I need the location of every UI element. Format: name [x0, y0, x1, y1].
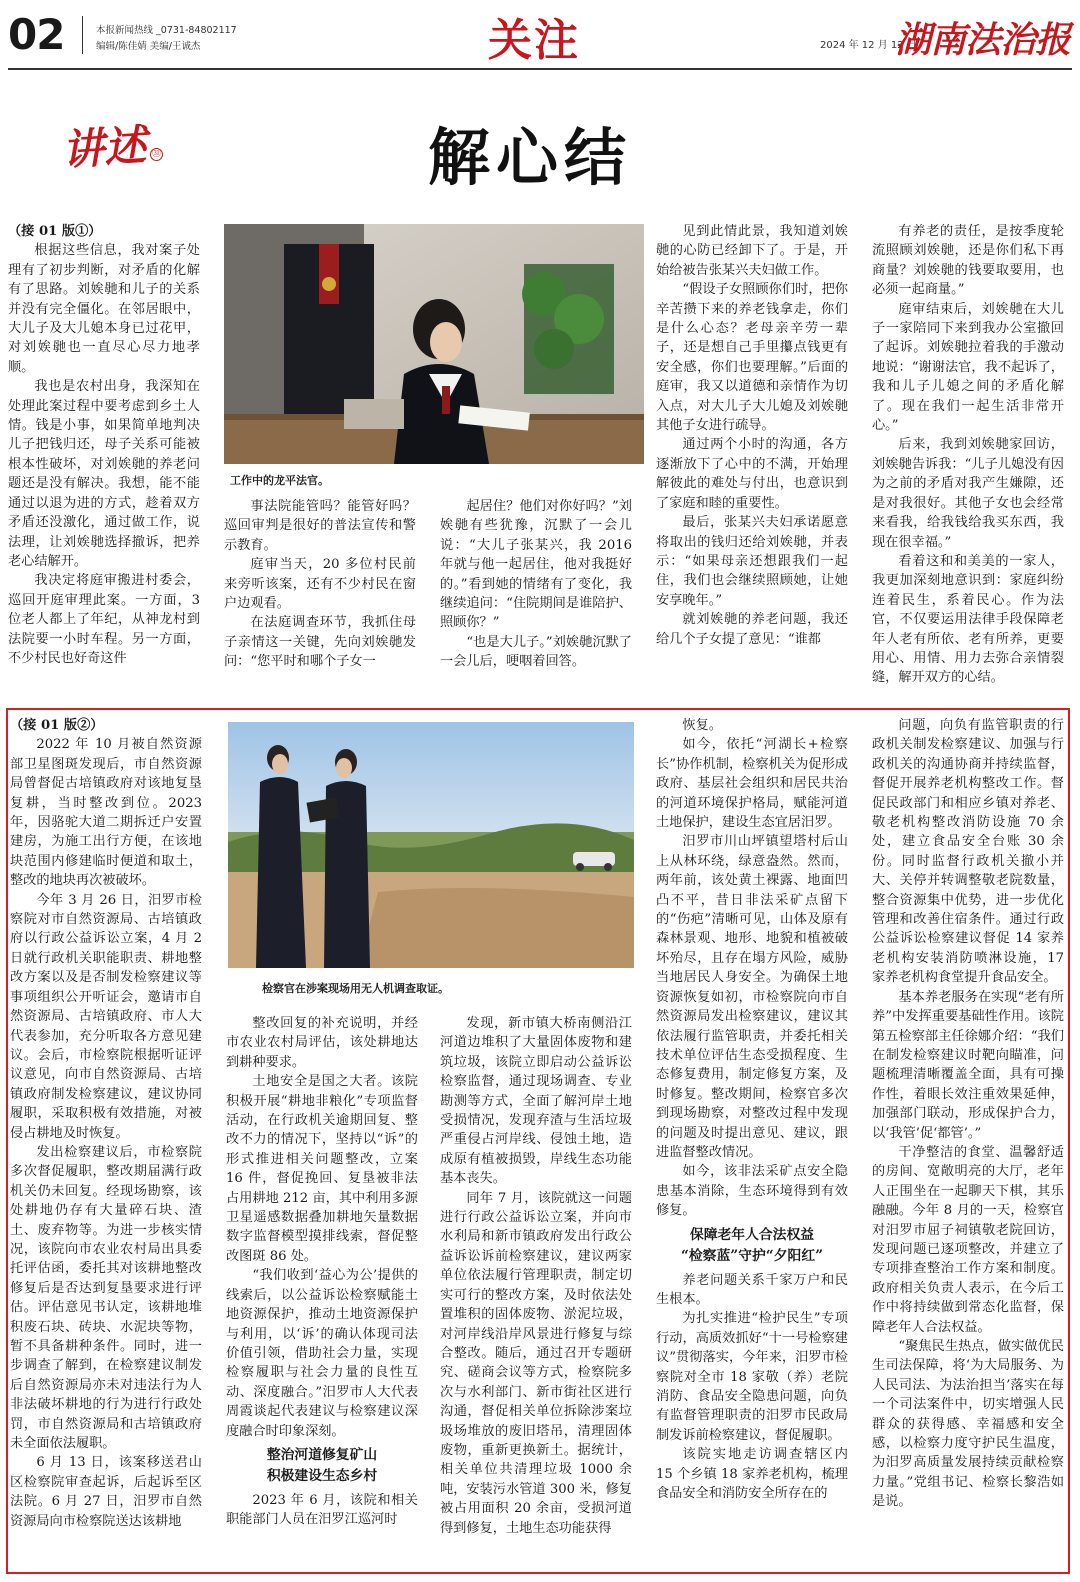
page-header: [0, 0, 1080, 68]
paragraph: 有养老的责任，是按季度轮流照顾刘娭毑，还是你们私下再商量？刘娭毑的钱要取要用，也必须一起商量。”: [872, 224, 1064, 298]
paragraph: “假设子女照顾你们时，把你辛苦攒下来的养老钱拿走，你们是什么心态？老母亲辛劳一辈子，还是想自己手里攥点钱更有安全感，你们也要理解。”后面的庭审，我又以道德和亲情作为切入点，对大儿子大儿媳及刘娭毑其他子女进行疏导。: [656, 282, 848, 434]
paragraph: 通过两个小时的沟通，各方逐渐放下了心中的不满，开始理解彼此的难处与付出，也意识到了家庭和睦的重要性。: [656, 437, 848, 511]
paragraph: 基本养老服务在实现“老有所养”中发挥重要基础性作用。该院第五检察部主任徐娜介绍：“我们在制发检察建议时靶向瞄准，问题梳理清晰覆盖全面，具有可操作性，着眼长效注重效果延伸，加强部门联动，形成保护合力，以‘我管’促‘都管’。”: [872, 989, 1064, 1141]
subhead-2-line-1: 保障老年人合法权益: [689, 1226, 815, 1243]
story2-col2b-body: [226, 1491, 418, 1530]
paragraph: 养老问题关系千家万户和民生根本。: [656, 1272, 848, 1307]
story2-col2-body: [226, 1014, 418, 1441]
story2-column-2: [226, 1014, 418, 1566]
paragraph: 发出检察建议后，市检察院多次督促履职，整改期届满行政机关仍未回复。经现场勘察，该处耕地仍存有大量碎石块、渣土、废弃物等。为进一步核实情况，该院向市农业农村局出具委托评估函，委托其对该耕地整改修复后是否达到复垦要求进行评估。评估意见书认定，该耕地堆积废石块、砖块、水泥块等物，暂不具备耕种条件。同时，进一步调查了解到，在检察建议制发后自然资源局亦未对违法行为人非法破坏耕地的行为进行行政处罚，市自然资源局和古培镇政府未全面依法履职。: [10, 1144, 202, 1452]
story2-column-1: [10, 716, 202, 1566]
paragraph: 该院实地走访调查辖区内 15 个乡镇 18 家养老机构，梳理食品安全和消防安全所存在的: [656, 1447, 848, 1502]
editor-credits: 编辑/陈佳婧 美编/王诚杰: [96, 41, 201, 52]
paragraph: “我们收到‘益心为公’提供的线索后，以公益诉讼检察赋能土地资源保护，推动土地资源保护与利用，以‘诉’的确认体现司法价值引领，借助社会力量，实现检察履职与社会力量的良性互动、深度融合。”汨罗市人大代表周霞谈起代表建议与检察建议深度融合时印象深刻。: [226, 1268, 418, 1439]
subhead-2-line-2: “检察蓝”守护“夕阳红”: [680, 1247, 824, 1264]
story1-column-2: [224, 497, 416, 670]
paragraph: 今年 3 月 26 日，汨罗市检察院对市自然资源局、古培镇政府以行政公益诉讼立案，4 月 2 日就行政机关职能职责、耕地整改方案以及是否制发检察建议等事项组织公开听证会，邀请市自然资源局、古培镇政府、市人大代表参加，充分听取各方意见建议。会后，市检察院根据听证评议意见，向市自然资源局、古培镇政府制发检察建议，建议协同履职，采取积极有效措施，对被侵占耕地及时恢复。: [10, 892, 202, 1141]
subhead-elderly-rights: [656, 1225, 848, 1267]
story1-column-1: [8, 222, 200, 670]
paragraph: “也是大儿子。”刘娭毑沉默了一会儿后，哽咽着回答。: [440, 634, 632, 670]
subhead-1-line-1: 整治河道修复矿山: [266, 1446, 378, 1463]
story2-column-5: [872, 716, 1064, 1566]
column-label: 讲述: [60, 120, 148, 175]
story2-col4b-body: [656, 1271, 848, 1504]
continuation-label-2: （接 01 版②）: [10, 718, 104, 733]
paragraph: 就刘娭毑的养老问题，我还给几个子女提了意见：“谁都: [656, 612, 848, 647]
paragraph: 发现，新市镇大桥南侧沿江河道边堆积了大量固体废物和建筑垃圾，该院立即启动公益诉讼检察监督，通过现场调查、专业勘测等方式，全面了解河岸土地受损情况，发现弃渣与生活垃圾严重侵占河岸线、侵蚀土地，造成原有植被损毁，岸线生态功能基本丧失。: [440, 1016, 632, 1187]
paragraph: 最后，张某兴夫妇承诺愿意将取出的钱归还给刘娭毑，并表示：“如果母亲还想跟我们一起住，我们也会继续照顾她，让她安享晚年。”: [656, 515, 848, 608]
article-title: 解心结: [428, 121, 633, 194]
paragraph: 如今，依托“河湖长+检察长”协作机制，检察机关为促形成政府、基层社会组织和居民共治的河道环境保护格局，赋能河道土地保护，建设生态宜居汨罗。: [656, 737, 848, 831]
page-number: 02: [8, 10, 65, 59]
paragraph: 如今，该非法采矿点安全隐患基本消除，生态环境得到有效修复。: [656, 1164, 848, 1219]
paragraph: 看着这和和美美的一家人，我更加深刻地意识到：家庭纠纷连着民生，系着民心。作为法官，不仅要运用法律手段保障老年人老有所依、老有所养，更要用心、用情、用力去弥合亲情裂缝，解开双方的心结。: [872, 553, 1064, 686]
issue-date: 2024 年 12 月 12 日: [820, 40, 917, 51]
story2-col1-body: [10, 735, 202, 1531]
paragraph: 庭审结束后，刘娭毑在大儿子一家陪同下来到我办公室撤回了起诉。刘娭毑拉着我的手激动地说：“谢谢法官，我不起诉了，我和儿子儿媳之间的矛盾化解了。现在我们一起生活非常开心。”: [872, 301, 1064, 434]
story2-photo-caption: 检察官在涉案现场用无人机调查取证。: [262, 982, 449, 995]
paragraph: 我也是农村出身，我深知在处理此案过程中要考虑到乡土人情。钱是小事，如果简单地判决儿子把钱归还，母子关系可能被根本性破坏，对刘娭毑的养老问题还是没有解决。我想，能不能通过以退为进的方式，趁着双方矛盾还没激化，通过做工作，说法理，让刘娭毑选择撤诉，把养老心结解开。: [8, 379, 200, 569]
paragraph: 后来，我到刘娭毑家回访，刘娭毑告诉我：“儿子儿媳没有因为之前的矛盾对我产生嫌隙，还是对我很好。其他子女也会经常来看我，给我钱给我买东西，我现在很幸福。”: [872, 437, 1064, 550]
paragraph: 恢复。: [682, 718, 722, 733]
section-name: 关注: [488, 15, 580, 66]
drone-investigation-photo: [228, 722, 634, 968]
story1-column-3: [440, 497, 632, 670]
paragraph: 庭审当天，20 多位村民前来旁听该案，还有不少村民在窗户边观看。: [224, 557, 416, 612]
paragraph: 土地安全是国之大者。该院积极开展“耕地非粮化”专项监督活动，在行政机关逾期回复、整改不力的情况下，坚持以“诉”的形式推进相关问题整改，立案 16 件，督促挽回、复垦被非法占用耕地 212 亩，其中利用多源卫星遥感数据叠加耕地矢量数据数字监督模型摸排线索，督促整改图斑 86 处。: [226, 1074, 418, 1264]
courtroom-photo: [224, 224, 644, 464]
story2-col4-body: [656, 716, 848, 1221]
paragraph: 整改回复的补充说明，并经市农业农村局评估，该处耕地达到耕种要求。: [226, 1016, 418, 1070]
paragraph: 问题，向负有监管职责的行政机关制发检察建议、加强与行政机关的沟通协商并持续监督，督促开展养老机构整改工作。督促民政部门和相应乡镇对养老、敬老机构整改消防设施 70 余处，建立食品安全台账 30 余份。同时监督行政机关撤小并大、关停并转调整敬老院数量，整合资源集中优势，进一步优化管理和改善住宿条件。通过行政公益诉讼检察建议督促 14 家养老机构安装消防喷淋设施，17 家养老机构食堂提升食品安全。: [872, 718, 1064, 986]
subhead-river-restoration: [226, 1445, 418, 1487]
story1-column-5: [872, 222, 1064, 686]
paragraph: 起居住？他们对你好吗？”刘娭毑有些犹豫，沉默了一会儿说：“大儿子张某兴，我 2016 年就与他一起居住，他对我挺好的。”看到她的情绪有了变化，我继续追问：“住院期间是谁陪护、照顾你？”: [440, 499, 632, 631]
paragraph: 事法院能管吗？能管好吗？巡回审判是很好的普法宣传和警示教育。: [224, 499, 416, 553]
paragraph: 干净整洁的食堂、温馨舒适的房间、宽敞明亮的大厅，老年人正围坐在一起聊天下棋，其乐融融。今年 8 月的一天，检察官对汨罗市屈子祠镇敬老院回访，发现问题已逐项整改，并建立了专项排查整治工作方案和制度。政府相关负责人表示，在今后工作中将持续做到常态化监督，保障老年人合法权益。: [872, 1144, 1064, 1335]
paragraph: 6 月 13 日，该案移送君山区检察院审查起诉，后起诉至区法院。6 月 27 日，汨罗市自然资源局向市检察院送达该耕地: [10, 1455, 202, 1529]
paragraph: 2022 年 10 月被自然资源部卫星图斑发现后，市自然资源局曾督促古培镇政府对该地复垦复耕，当时整改到位。2023 年，因骆驼大道二期拆迁户安置建房，为施工出行方便，在该地块范围内修建临时便道和取土，整改的地块再次被破坏。: [10, 737, 202, 889]
paragraph: 汨罗市川山坪镇望塔村后山上从林环绕，绿意盎然。然而，两年前，该处黄土裸露、地面凹凸不平，昔日非法采矿点留下的“伤疤”清晰可见，山体及原有森林景观、地形、地貌和植被破坏殆尽，且存在塌方风险，威胁当地居民人身安全。为确保土地资源恢复如初，市检察院向市自然资源局发出检察建议，建议其依法履行监管职责，并委托相关技术单位评估生态受损程度、生态修复费用，制定修复方案，及时修复。整改期间，检察官多次到现场勘察，对整改过程中发现的问题及时提出意见、建议，跟进监督整改情况。: [656, 834, 848, 1160]
newspaper-masthead: 湖南法治报: [895, 19, 1071, 61]
story1-photo-caption: 工作中的龙平法官。: [230, 474, 329, 487]
paragraph: 见到此情此景，我知道刘娭毑的心防已经卸下了。于是，开始给被告张某兴夫妇做工作。: [656, 224, 848, 278]
paragraph: “聚焦民生热点，做实做优民生司法保障，将‘为大局服务、为人民司法、为法治担当’落实在每一个司法案件中，切实增强人民群众的获得感、幸福感和安全感，以检察力度守护民生温度，为汨罗高质量发展持续贡献检察力量。”党组书记、检察长黎浩如是说。: [872, 1339, 1064, 1510]
news-hotline: 本报新闻热线 _0731-84802117: [96, 25, 237, 36]
header-separator: [82, 16, 83, 54]
header-rule: [8, 68, 1072, 70]
story2-column-4: [656, 716, 848, 1566]
paragraph: 我决定将庭审搬进村委会，巡回开庭审理此案。一方面，3 位老人都上了年纪，从神龙村到法院要一小时车程。另一方面，不少村民也好奇这件: [8, 573, 200, 666]
paragraph: 2023 年 6 月，该院和相关职能部门人员在汨罗江巡河时: [226, 1492, 418, 1528]
continuation-label: （接 01 版①）: [8, 224, 102, 239]
subhead-1-line-2: 积极建设生态乡村: [266, 1467, 378, 1484]
story1-column-4: [656, 222, 848, 670]
paragraph: 为扎实推进“检护民生”专项行动，高质效抓好“十一号检察建议”贯彻落实，今年来，汨罗市检察院对全市 18 家敬（养）老院消防、食品安全隐患问题，向负有监督管理职责的汨罗市民政局制发诉前检察建议，督促履职。: [656, 1311, 848, 1443]
story1-col1-body: [8, 241, 200, 668]
paragraph: 根据这些信息，我对案子处理有了初步判断，对矛盾的化解有了思路。刘娭毑和儿子的关系并没有完全僵化。在邻居眼中，大儿子及大儿媳本身已过花甲，对刘娭毑也一直尽心尽力地孝顺。: [8, 243, 200, 375]
story2-column-3: [440, 1014, 632, 1566]
paragraph: 同年 7 月，该院就这一问题进行行政公益诉讼立案，并向市水利局和新市镇政府发出行政公益诉讼诉前检察建议，建议两家单位依法履行管理职责，制定切实可行的整改方案，及时依法处置堆积的固体废物、淤泥垃圾，对河岸线沿岸风景进行修复与综合整改。随后，通过召开专题研究、磋商会议等方式，检察院多次与水利部门、新市街社区进行沟通，督促相关单位拆除涉案垃圾场堆放的废旧塔吊，清理固体废物，重新更换新土。据统计，相关单位共清理垃圾 1000 余吨，安装污水管道 300 米，修复被占用面积 20 余亩，受损河道得到修复，土地生态功能获得: [440, 1190, 632, 1536]
paragraph: 在法庭调查环节，我抓住母子亲情这一关键，先向刘娭毑发问：“您平时和哪个子女一: [224, 615, 416, 670]
column-number-mark: ㉛: [151, 149, 161, 159]
